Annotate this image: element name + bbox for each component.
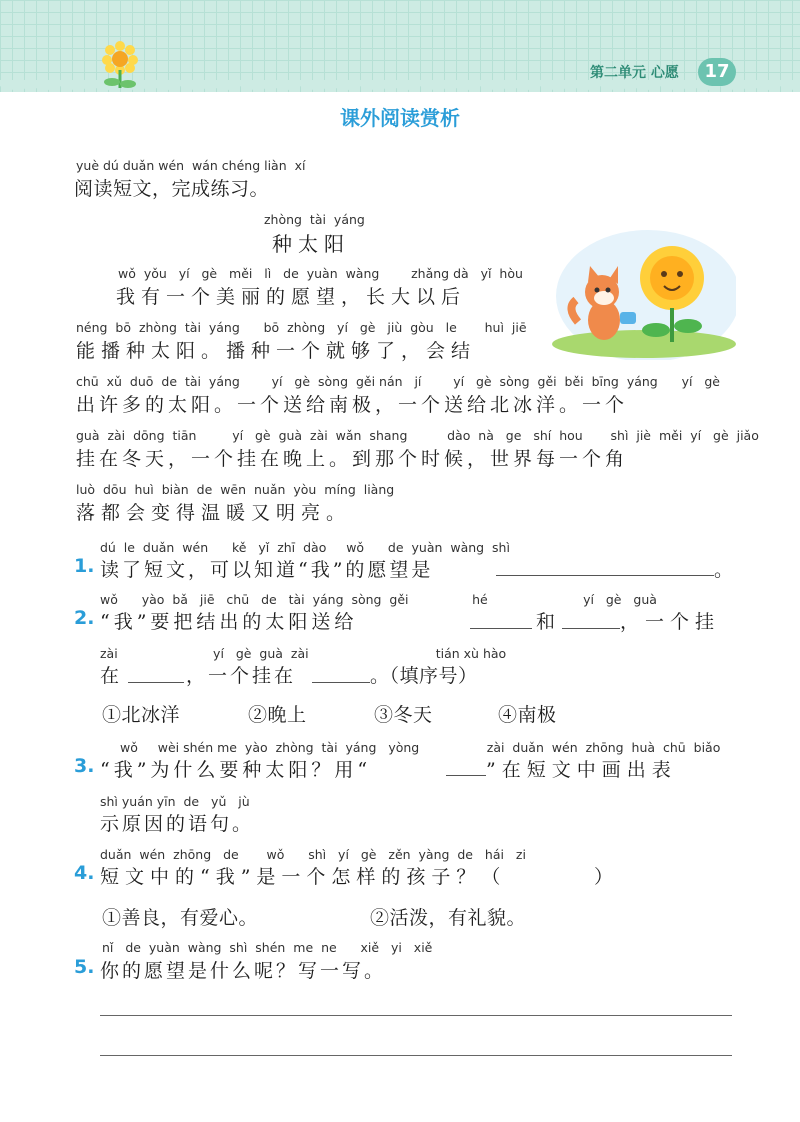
q4-option-2: ②活泼，有礼貌。 bbox=[370, 907, 527, 929]
story-line-5: 落都会变得温暖又明亮。 bbox=[76, 502, 352, 524]
q4-option-1: ①善良，有爱心。 bbox=[102, 907, 259, 929]
q2-blank-4[interactable] bbox=[312, 681, 370, 683]
story-line-2: 能播种太阳。播种一个就够了，会结 bbox=[76, 340, 477, 362]
story-line-1: 我有一个美丽的愿望，长大以后 bbox=[116, 286, 467, 308]
story-line-5-pinyin: luò dōu huì biàn de wēn nuǎn yòu míng liàng bbox=[76, 482, 395, 497]
q4-text: 短文中的“我”是一个怎样的孩子？（ bbox=[100, 866, 507, 888]
q3-blank[interactable] bbox=[446, 774, 486, 776]
q2-text2-b: ，一个挂在 bbox=[186, 665, 297, 687]
flower-icon bbox=[98, 40, 142, 90]
q1-answer-blank[interactable] bbox=[496, 574, 714, 576]
instruction-text: 阅读短文，完成练习。 bbox=[74, 178, 270, 200]
q5-answer-line-1[interactable] bbox=[100, 1015, 732, 1016]
story-line-4: 挂在冬天，一个挂在晚上。到那个时候，世界每一个角 bbox=[76, 448, 629, 470]
q2-text-a: “我”要把结出的太阳送给 bbox=[100, 611, 358, 633]
q3-text2: 示原因的语句。 bbox=[100, 813, 255, 835]
q2-option-4: ④南极 bbox=[498, 704, 557, 726]
q2-line2-pinyin: zài yí gè guà zài tián xù hào bbox=[100, 646, 507, 661]
q5-number: 5. bbox=[74, 956, 95, 978]
q2-pinyin: wǒ yào bǎ jiē chū de tài yáng sòng gěi hé yí gè guà bbox=[100, 592, 657, 607]
q5-answer-line-2[interactable] bbox=[100, 1055, 732, 1056]
q4-pinyin: duǎn wén zhōng de wǒ shì yí gè zěn yàng de hái zi bbox=[100, 847, 526, 862]
q1-end: 。 bbox=[714, 559, 734, 581]
q2-blank-2[interactable] bbox=[562, 627, 620, 629]
q3-pinyin: wǒ wèi shén me yào zhòng tài yáng yòng zài duǎn wén zhōng huà chū biǎo bbox=[120, 740, 721, 755]
instruction-pinyin: yuè dú duǎn wén wán chéng liàn xí bbox=[76, 158, 306, 173]
q2-number: 2. bbox=[74, 607, 95, 629]
q3-number: 3. bbox=[74, 755, 95, 777]
q2-option-2: ②晚上 bbox=[248, 704, 307, 726]
q5-pinyin: nǐ de yuàn wàng shì shén me ne xiě yi xiě bbox=[102, 940, 433, 955]
q4-number: 4. bbox=[74, 862, 95, 884]
q3-text-b: ”在短文中画出表 bbox=[486, 759, 677, 781]
q2-blank-3[interactable] bbox=[128, 681, 184, 683]
q5-text: 你的愿望是什么呢？写一写。 bbox=[100, 960, 387, 982]
page-title: 课外阅读赏析 bbox=[340, 106, 460, 130]
q2-text2-c: 。（填序号） bbox=[370, 665, 478, 687]
story-line-1-pinyin: wǒ yǒu yí gè měi lì de yuàn wàng zhǎng dà yǐ hòu bbox=[118, 266, 523, 281]
unit-label: 第二单元 心愿 bbox=[590, 65, 679, 81]
q2-option-3: ③冬天 bbox=[374, 704, 433, 726]
fox-sun-illustration bbox=[548, 212, 736, 360]
q3-line2-pinyin: shì yuán yīn de yǔ jù bbox=[100, 794, 250, 809]
story-line-3: 出许多的太阳。一个送给南极，一个送给北冰洋。一个 bbox=[76, 394, 629, 416]
story-title: 种太阳 bbox=[272, 232, 350, 256]
q2-text-c: ，一个挂 bbox=[620, 611, 721, 633]
q2-blank-1[interactable] bbox=[470, 627, 532, 629]
q2-option-1: ①北冰洋 bbox=[102, 704, 181, 726]
story-line-3-pinyin: chū xǔ duō de tài yáng yí gè sòng gěi nán jí yí gè sòng gěi běi bīng yáng yí gè bbox=[76, 374, 720, 389]
story-line-2-pinyin: néng bō zhòng tài yáng bō zhòng yí gè jiù gòu le huì jiē bbox=[76, 320, 527, 335]
q2-text2-a: 在 bbox=[100, 665, 120, 687]
page-number-badge: 17 bbox=[698, 58, 736, 86]
story-title-pinyin: zhòng tài yáng bbox=[264, 212, 365, 227]
story-line-4-pinyin: guà zài dōng tiān yí gè guà zài wǎn shang dào nà ge shí hou shì jiè měi yí gè jiǎo bbox=[76, 428, 759, 443]
q2-text-b: 和 bbox=[536, 611, 556, 633]
q4-paren-close: ） bbox=[594, 866, 614, 888]
q1-text: 读了短文，可以知道“我”的愿望是 bbox=[100, 559, 434, 581]
q1-number: 1. bbox=[74, 555, 95, 577]
q1-pinyin: dú le duǎn wén kě yǐ zhī dào wǒ de yuàn wàng shì bbox=[100, 540, 510, 555]
q3-text-a: “我”为什么要种太阳？用“ bbox=[100, 759, 372, 781]
